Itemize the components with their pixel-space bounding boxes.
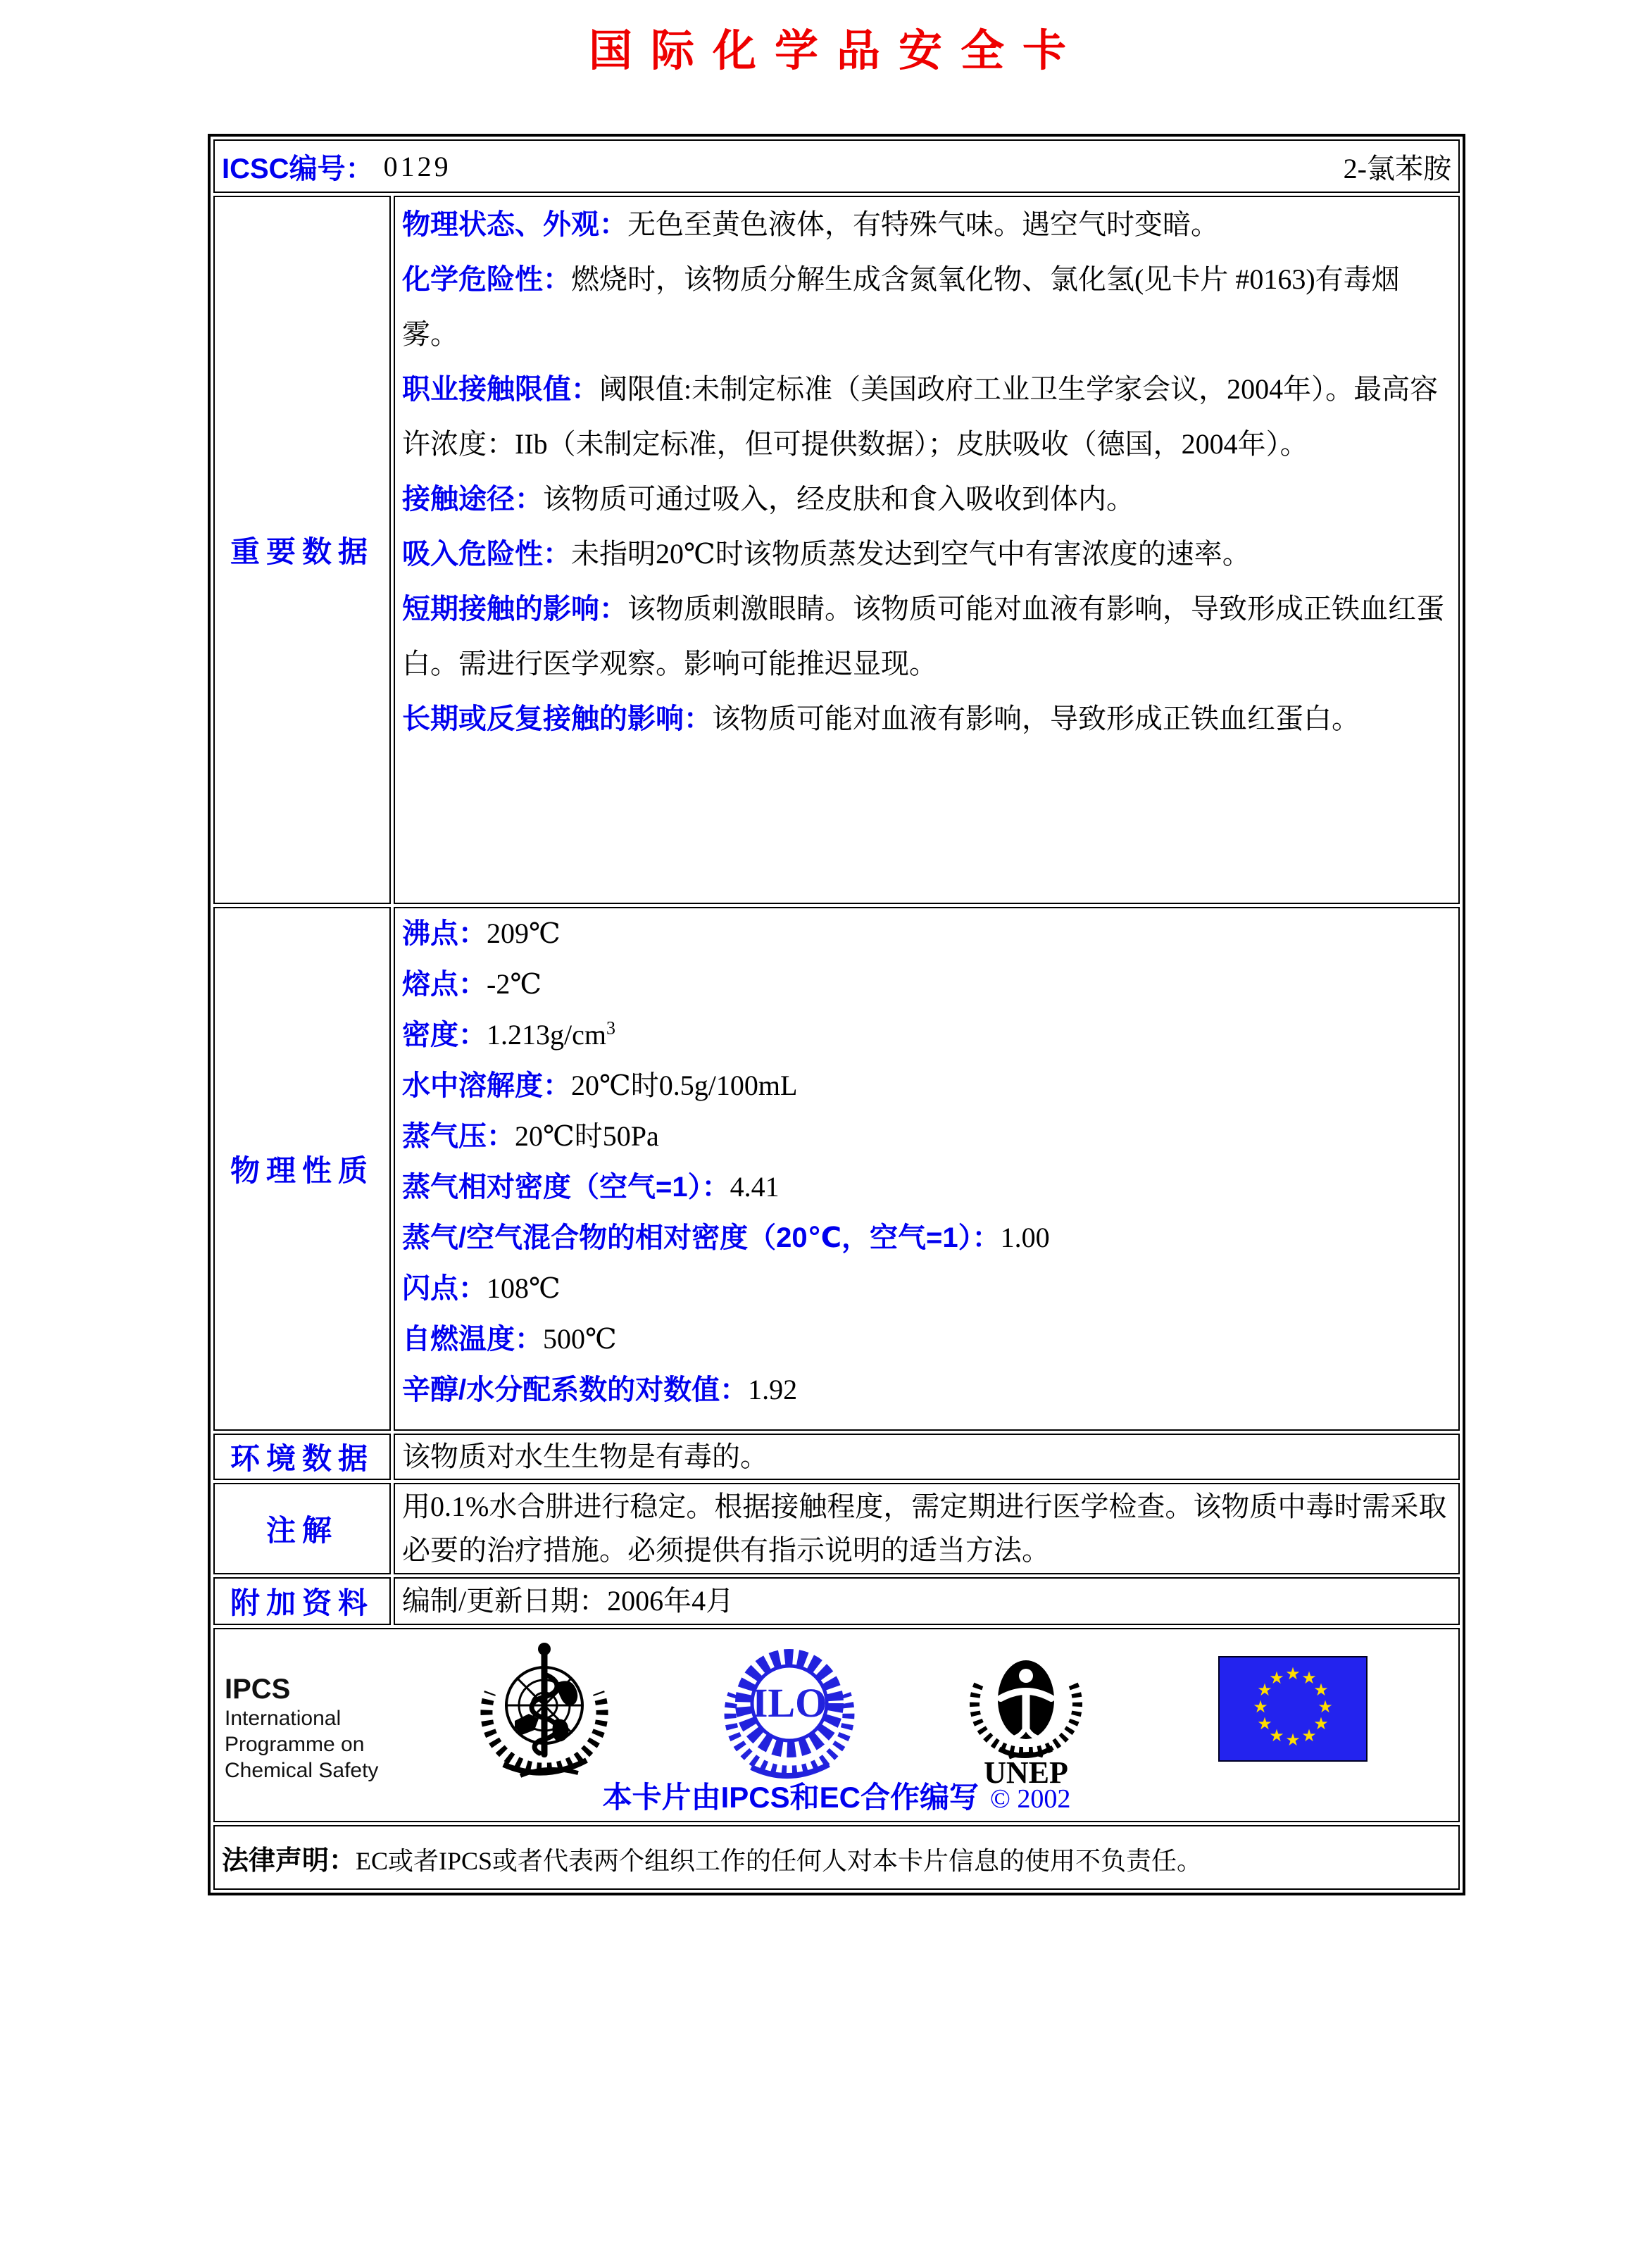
item-text: 燃烧时，该物质分解生成含氮氧化物、氯化氢(见卡片 #0163)有毒烟雾。	[402, 263, 1400, 350]
who-logo-icon	[474, 1636, 615, 1788]
additional-info-content: 编制/更新日期：2006年4月	[394, 1577, 1460, 1625]
item-label: 蒸气/空气混合物的相对密度（20℃，空气=1）：	[402, 1222, 1001, 1253]
important-data-content	[394, 196, 1460, 904]
legal-notice-text: EC或者IPCS或者代表两个组织工作的任何人对本卡片信息的使用不负责任。	[356, 1846, 1203, 1875]
item-label: 自燃温度：	[402, 1324, 543, 1355]
important-item	[402, 582, 1451, 691]
notes-row	[213, 1483, 1460, 1574]
eu-star: ★	[1257, 1715, 1272, 1734]
icsc-card-table	[208, 134, 1465, 1895]
important-data-row	[213, 196, 1460, 904]
item-value: 209℃	[487, 917, 561, 949]
physical-item	[402, 1263, 1451, 1314]
ilo-logo-icon	[719, 1636, 860, 1788]
item-text: 该物质可通过吸入，经皮肤和食入吸收到体内。	[543, 483, 1134, 515]
ipcs-subtitle-line: Programme on	[225, 1733, 365, 1756]
icsc-number-value: 0129	[383, 150, 451, 182]
unep-caption: UNEP	[984, 1755, 1068, 1788]
notes-content: 用0.1%水合肼进行稳定。根据接触程度，需定期进行医学检查。该物质中毒时需采取必要的治疗措施。必须提供有指示说明的适当方法。	[394, 1483, 1460, 1574]
physical-properties-content	[394, 907, 1460, 1431]
physical-item	[402, 1162, 1451, 1212]
important-item	[402, 252, 1451, 362]
item-label: 蒸气压：	[402, 1121, 515, 1152]
attribution-line	[215, 1774, 1458, 1817]
item-value: 1.00	[1000, 1222, 1050, 1253]
physical-item	[402, 1365, 1451, 1415]
icsc-number-group	[222, 146, 451, 187]
physical-item	[402, 1111, 1451, 1162]
item-label: 物理状态、外观：	[402, 209, 627, 240]
logos-cell	[213, 1628, 1460, 1822]
row-label-important-data: 重要数据	[213, 196, 391, 904]
item-value: 500℃	[543, 1323, 617, 1355]
item-value: 1.213g/cm	[487, 1019, 606, 1051]
important-item	[402, 527, 1451, 582]
item-value: 20℃时0.5g/100mL	[571, 1070, 798, 1101]
eu-star: ★	[1269, 1727, 1284, 1745]
physical-item	[402, 1314, 1451, 1365]
eu-star: ★	[1301, 1669, 1317, 1688]
item-text: 无色至黄色液体，有特殊气味。遇空气时变暗。	[627, 208, 1219, 240]
eu-star: ★	[1269, 1669, 1284, 1688]
important-item	[402, 472, 1451, 527]
legal-notice-row	[213, 1825, 1460, 1890]
ipcs-block	[225, 1673, 378, 1784]
item-label: 化学危险性：	[402, 264, 571, 295]
additional-info-row	[213, 1577, 1460, 1625]
eu-star: ★	[1257, 1681, 1272, 1700]
important-item	[402, 197, 1451, 252]
row-label-notes: 注解	[213, 1483, 391, 1574]
item-label: 辛醇/水分配系数的对数值：	[402, 1374, 749, 1405]
physical-item	[402, 908, 1451, 959]
item-label: 吸入危险性：	[402, 539, 571, 570]
important-item	[402, 362, 1451, 472]
page-title: 国际化学品安全卡	[588, 27, 1084, 75]
physical-item	[402, 1212, 1451, 1263]
item-label: 短期接触的影响：	[402, 594, 627, 625]
item-value: -2℃	[487, 968, 542, 1000]
item-text: 未指明20℃时该物质蒸发达到空气中有害浓度的速率。	[571, 538, 1251, 570]
item-label: 沸点：	[402, 918, 487, 949]
legal-notice-label: 法律声明：	[222, 1845, 356, 1876]
ipcs-title: IPCS	[225, 1674, 291, 1705]
item-value: 1.92	[748, 1374, 798, 1405]
ipcs-subtitle-line: Chemical Safety	[225, 1759, 379, 1782]
item-label: 职业接触限值：	[402, 374, 599, 405]
chemical-name: 2-氯苯胺	[1343, 152, 1451, 184]
eu-flag-icon	[1218, 1656, 1368, 1765]
item-value: 20℃时50Pa	[515, 1120, 659, 1152]
item-value: 4.41	[730, 1171, 780, 1203]
attribution-text: 本卡片由IPCS和EC合作编写	[602, 1781, 979, 1814]
eu-star: ★	[1301, 1727, 1317, 1745]
item-label: 蒸气相对密度（空气=1）：	[402, 1172, 730, 1203]
physical-item	[402, 1010, 1451, 1060]
eu-star: ★	[1313, 1681, 1329, 1700]
item-value-superscript: 3	[606, 1017, 615, 1039]
item-label: 长期或反复接触的影响：	[402, 703, 712, 734]
row-label-environmental-data: 环境数据	[213, 1434, 391, 1480]
legal-notice-cell	[213, 1825, 1460, 1890]
item-label: 密度：	[402, 1020, 487, 1051]
eu-star: ★	[1285, 1665, 1301, 1684]
environmental-data-row	[213, 1434, 1460, 1480]
icsc-number-row	[213, 139, 1460, 193]
item-text: 阈限值:未制定标准（美国政府工业卫生学家会议，2004年）。最高容许浓度：IIb（未制定标准，但可提供数据）；皮肤吸收（德国，2004年）。	[402, 373, 1439, 460]
eu-star: ★	[1253, 1698, 1268, 1717]
copyright-text: © 2002	[990, 1784, 1071, 1814]
item-text: 该物质可能对血液有影响，导致形成正铁血红蛋白。	[712, 703, 1360, 734]
row-label-physical-properties: 物理性质	[213, 907, 391, 1431]
icsc-number-label: ICSC编号：	[222, 153, 374, 184]
item-label: 闪点：	[402, 1273, 487, 1304]
important-item	[402, 691, 1451, 746]
logos-row	[213, 1628, 1460, 1822]
item-value: 108℃	[487, 1272, 561, 1304]
item-text: 该物质刺激眼睛。该物质可能对血液有影响，导致形成正铁血红蛋白。需进行医学观察。影响可能推迟显现。	[402, 593, 1444, 679]
ipcs-subtitle-line: International	[225, 1707, 342, 1730]
icsc-number-cell	[213, 139, 1460, 193]
physical-item	[402, 1060, 1451, 1111]
ilo-letters: ILO	[751, 1680, 827, 1726]
eu-star: ★	[1313, 1715, 1329, 1734]
row-label-additional-info: 附加资料	[213, 1577, 391, 1625]
physical-properties-row	[213, 907, 1460, 1431]
item-label: 接触途径：	[402, 484, 543, 515]
eu-star: ★	[1318, 1698, 1333, 1717]
unep-logo-icon	[963, 1639, 1089, 1792]
item-label: 熔点：	[402, 969, 487, 1000]
physical-item	[402, 959, 1451, 1010]
item-label: 水中溶解度：	[402, 1070, 571, 1101]
environmental-data-content: 该物质对水生生物是有毒的。	[394, 1434, 1460, 1480]
eu-star: ★	[1285, 1731, 1301, 1750]
